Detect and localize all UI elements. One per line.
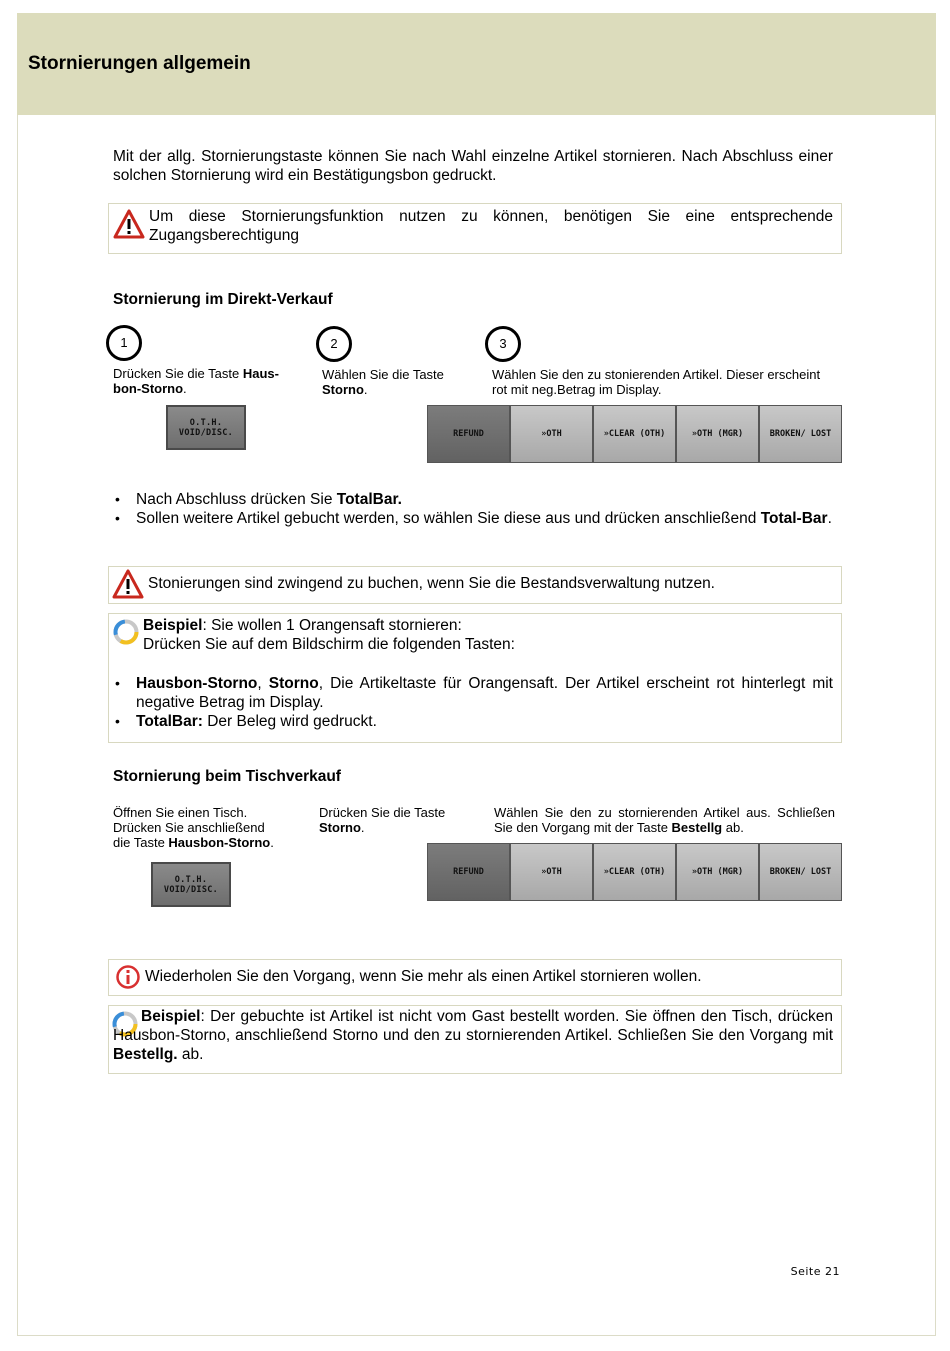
intro-paragraph: Mit der allg. Stornierungstaste können Sie nach Wahl einzelne Artikel stornieren. Nach Abschluss einer solchen Stornierung wird ein Bestätigungsbon gedruckt.: [113, 148, 833, 184]
broken-lost-key[interactable]: BROKEN/ LOST: [760, 844, 841, 900]
example-bullet-list: [113, 674, 833, 731]
list-item: • Nach Abschluss drücken Sie TotalBar.: [113, 490, 833, 509]
oth-key[interactable]: »OTH: [511, 844, 594, 900]
section-heading-tisch: Stornierung beim Tischverkauf: [113, 768, 341, 785]
tisch-step-2-text: Drücken Sie die Taste Storno.: [319, 805, 446, 835]
oth-mgr-key[interactable]: »OTH (MGR): [677, 844, 760, 900]
step-2-text: Wählen Sie die Taste Storno.: [322, 367, 444, 397]
clear-oth-key[interactable]: »CLEAR (OTH): [594, 844, 677, 900]
void-disc-button[interactable]: O.T.H. VOID/DISC.: [166, 405, 246, 450]
tisch-step-3-text: Wählen Sie den zu stornierenden Artikel aus. Schließen Sie den Vorgang mit der Taste Bestellg ab.: [494, 805, 835, 835]
info-icon: [115, 964, 141, 990]
step-1-text: Drücken Sie die Taste Haus-bon-Storno.: [113, 366, 279, 396]
warning-icon: [112, 569, 144, 599]
bullet-list-1: [113, 490, 833, 528]
page-title: Stornierungen allgemein: [28, 53, 251, 74]
warning-icon: [113, 209, 145, 239]
function-key-row: [427, 405, 842, 463]
clear-oth-key[interactable]: »CLEAR (OTH): [594, 406, 677, 462]
list-item: • Sollen weitere Artikel gebucht werden, so wählen Sie diese aus und drücken anschließend Total-Bar.: [113, 509, 833, 528]
step-number-1: 1: [106, 325, 142, 361]
example-intro: Beispiel: Sie wollen 1 Orangensaft stornieren: Drücken Sie auf dem Bildschirm die folgenden Tasten:: [143, 617, 515, 653]
warning-text: Stonierungen sind zwingend zu buchen, wenn Sie die Bestandsverwaltung nutzen.: [148, 575, 715, 592]
warning-text: Um diese Stornierungsfunktion nutzen zu können, benötigen Sie eine entsprechende Zugangsberechtigung: [149, 208, 833, 244]
list-item: • Hausbon-Storno, Storno, Die Artikeltaste für Orangensaft. Der Artikel erscheint rot hinterlegt mit negative Betrag im Display.: [113, 674, 833, 712]
function-key-row: [427, 843, 842, 901]
page-number: Seite 21: [790, 1265, 840, 1278]
broken-lost-key[interactable]: BROKEN/ LOST: [760, 406, 841, 462]
step-3-text: Wählen Sie den zu stonierenden Artikel. Dieser erscheint rot mit neg.Betrag im Display.: [492, 367, 821, 397]
info-text: Wiederholen Sie den Vorgang, wenn Sie mehr als einen Artikel stornieren wollen.: [145, 968, 702, 985]
example-text: Beispiel: Der gebuchte ist Artikel ist nicht vom Gast bestellt worden. Sie öffnen den Tisch, drücken Hausbon-Storno, anschließend Storno und den zu stornierenden Artikel. Schließen Sie den Vorgang mit Bestellg. ab.: [113, 1008, 833, 1063]
example-icon: [113, 619, 139, 645]
refund-key[interactable]: REFUND: [428, 406, 511, 462]
oth-key[interactable]: »OTH: [511, 406, 594, 462]
list-item: • TotalBar: Der Beleg wird gedruckt.: [113, 712, 833, 731]
section-heading-direkt: Stornierung im Direkt-Verkauf: [113, 291, 333, 308]
oth-mgr-key[interactable]: »OTH (MGR): [677, 406, 760, 462]
step-number-3: 3: [485, 326, 521, 362]
tisch-step-1-text: Öffnen Sie einen Tisch. Drücken Sie anschließend die Taste Hausbon-Storno.: [113, 805, 274, 850]
void-disc-button[interactable]: O.T.H. VOID/DISC.: [151, 862, 231, 907]
refund-key[interactable]: REFUND: [428, 844, 511, 900]
step-number-2: 2: [316, 326, 352, 362]
